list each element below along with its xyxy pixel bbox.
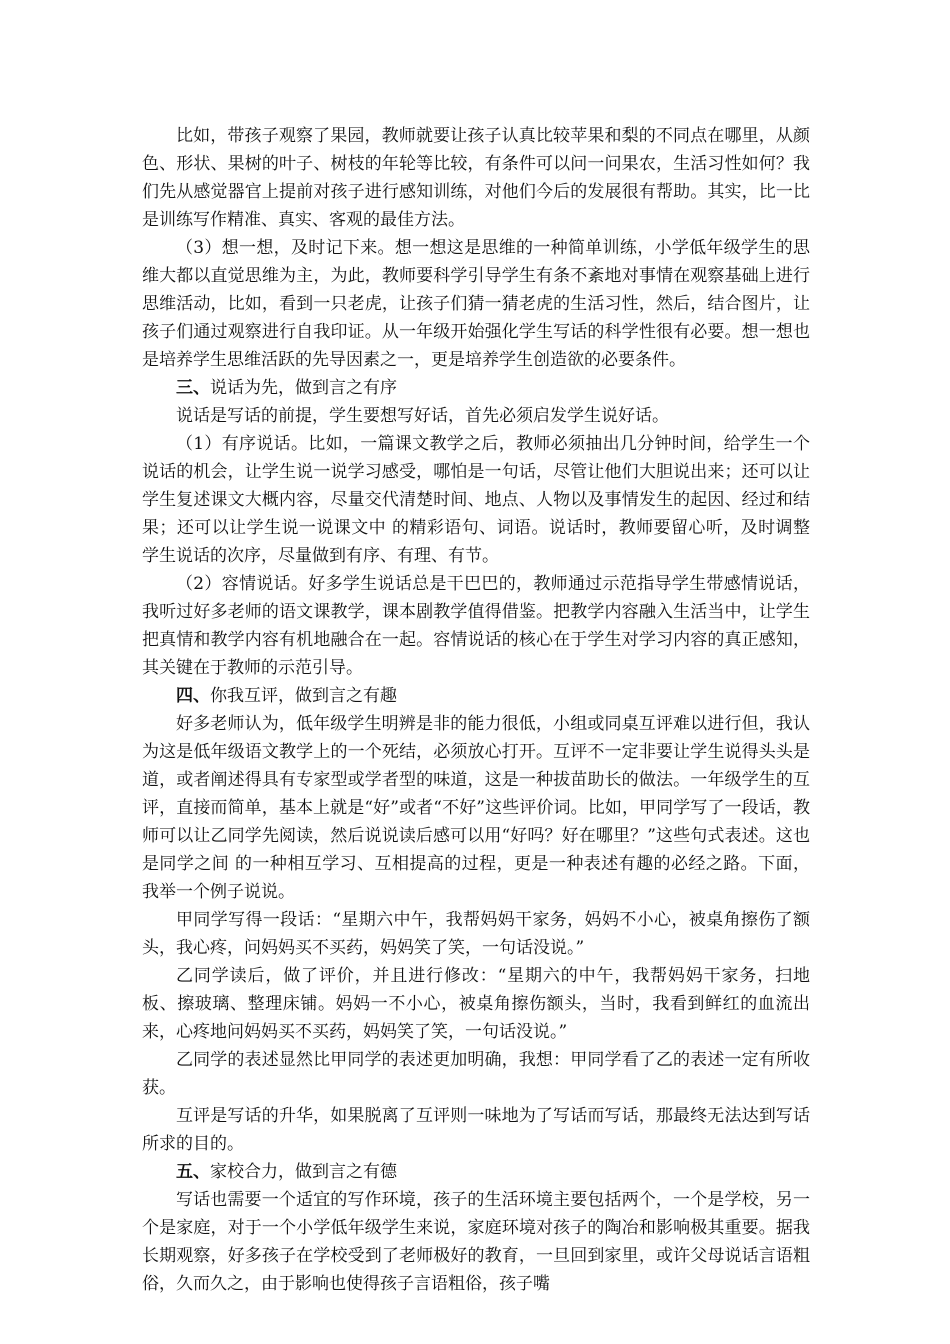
section-heading-3-text: 说话为先，做到言之有序 xyxy=(210,378,397,398)
section-heading-4-text: 你我互评，做到言之有趣 xyxy=(210,686,397,706)
section-heading-4-number: 四、 xyxy=(176,686,210,706)
section-heading-3 xyxy=(142,374,810,402)
paragraph-student-b: 乙同学读后，做了评价，并且进行修改：“星期六的中午，我帮妈妈干家务，扫地板、擦玻璃、整理床铺。妈妈一不小心，被桌角擦伤额头，当时，我看到鲜红的血流出来，心疼地问妈妈买不买药，妈妈笑了笑，一句话没说。” xyxy=(142,966,810,1042)
paragraph-orderly-speaking: （1）有序说话。比如，一篇课文教学之后，教师必须抽出几分钟时间，给学生一个说话的机会，让学生说一说学习感受，哪怕是一句话，尽管让他们大胆说出来；还可以让学生复述课文大概内容，尽量交代清楚时间、地点、人物以及事情发生的起因、经过和结果；还可以让学生说一说课文中 的精彩语句、词语。说话时，教师要留心听，及时调整学生说话的次序，尽量做到有序、有理、有节。 xyxy=(142,434,810,566)
section-heading-5 xyxy=(142,1158,810,1186)
document-body xyxy=(142,122,810,1298)
section-heading-4 xyxy=(142,682,810,710)
paragraph-peer-review: 好多老师认为，低年级学生明辨是非的能力很低，小组或同桌互评难以进行但，我认为这是低年级语文教学上的一个死结，必须放心打开。互评不一定非要让学生说得头头是道，或者阐述得具有专家型或学者型的味道，这是一种拔苗助长的做法。一年级学生的互评，直接而简单，基本上就是“好”或者“不好”这些评价词。比如，甲同学写了一段话，教师可以让乙同学先阅读，然后说说读后感可以用“好吗？好在哪里？”这些句式表述。这也是同学之间 的一种相互学习、互相提高的过程，更是一种表述有趣的必经之路。下面，我举一个例子说说。 xyxy=(142,714,810,902)
section-heading-5-number: 五、 xyxy=(176,1162,210,1182)
section-heading-5-text: 家校合力，做到言之有德 xyxy=(210,1162,397,1182)
paragraph-comparison: 乙同学的表述显然比甲同学的表述更加明确，我想：甲同学看了乙的表述一定有所收获。 xyxy=(142,1050,810,1098)
paragraph-think-record: （3）想一想，及时记下来。想一想这是思维的一种简单训练，小学低年级学生的思维大都以直觉思维为主，为此，教师要科学引导学生有条不紊地对事情在观察基础上进行思维活动，比如，看到一只老虎，让孩子们猜一猜老虎的生活习性，然后，结合图片，让孩子们通过观察进行自我印证。从一年级开始强化学生写话的科学性很有必要。想一想也是培养学生思维活跃的先导因素之一，更是培养学生创造欲的必要条件。 xyxy=(142,238,810,370)
paragraph-student-a: 甲同学写得一段话：“星期六中午，我帮妈妈干家务，妈妈不小心，被桌角擦伤了额头，我心疼，问妈妈买不买药，妈妈笑了笑，一句话没说。” xyxy=(142,910,810,958)
paragraph-home-school: 写话也需要一个适宜的写作环境，孩子的生活环境主要包括两个，一个是学校，另一个是家庭，对于一个小学低年级学生来说，家庭环境对孩子的陶冶和影响极其重要。据我长期观察，好多孩子在学校受到了老师极好的教育，一旦回到家里，或许父母说话言语粗俗，久而久之，由于影响也使得孩子言语粗俗，孩子嘴 xyxy=(142,1190,810,1294)
paragraph-review-sublimation: 互评是写话的升华，如果脱离了互评则一味地为了写话而写话，那最终无法达到写话所求的目的。 xyxy=(142,1106,810,1154)
section-heading-3-number: 三、 xyxy=(176,378,210,398)
paragraph-compare-orchard: 比如，带孩子观察了果园，教师就要让孩子认真比较苹果和梨的不同点在哪里，从颜色、形状、果树的叶子、树枝的年轮等比较，有条件可以问一问果农，生活习性如何？我们先从感觉器官上提前对孩子进行感知训练，对他们今后的发展很有帮助。其实，比一比是训练写作精准、真实、客观的最佳方法。 xyxy=(142,126,810,230)
paragraph-speaking-premise: 说话是写话的前提，学生要想写好话，首先必须启发学生说好话。 xyxy=(176,406,669,426)
paragraph-emotional-speaking: （2）容情说话。好多学生说话总是干巴巴的，教师通过示范指导学生带感情说话，我听过好多老师的语文课教学，课本剧教学值得借鉴。把教学内容融入生活当中，让学生把真情和教学内容有机地融合在一起。容情说话的核心在于学生对学习内容的真正感知，其关键在于教师的示范引导。 xyxy=(142,574,810,678)
